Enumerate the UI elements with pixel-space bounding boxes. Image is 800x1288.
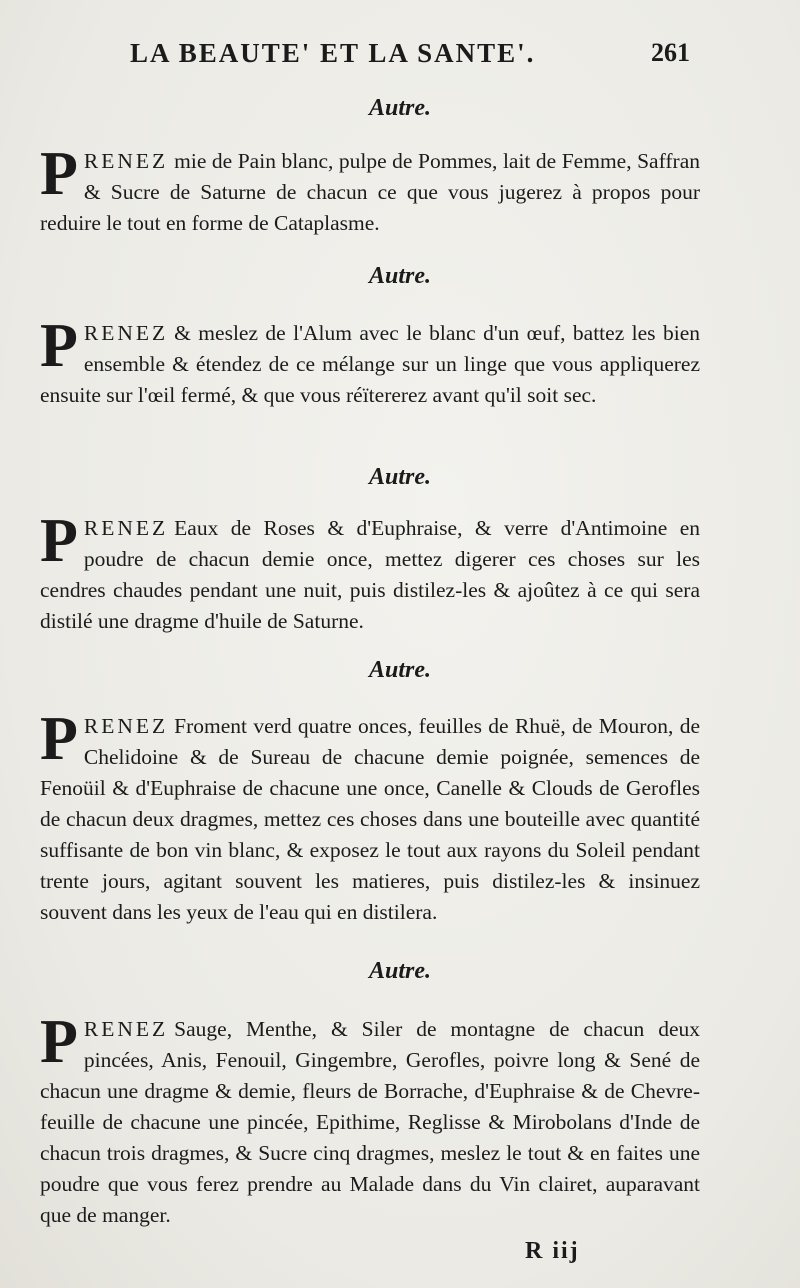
page-number: 261 [651,38,690,67]
running-title: LA BEAUTE' ET LA SANTE'. [130,38,536,68]
lead-word: RENEZ [83,1017,169,1041]
paragraph-text: mie de Pain blanc, pulpe de Pommes, lait de Femme, Saffran & Sucre de Saturne de chacun ce que vous jugerez à propos pour reduire le tout en forme de Cataplasme. [40,149,700,235]
recipe-paragraph [40,507,700,637]
section-heading: Autre. [368,464,431,490]
drop-cap: P [40,140,78,208]
recipe-paragraph [40,140,700,239]
drop-cap: P [40,312,78,380]
section-heading: Autre. [368,95,431,121]
recipe-paragraph [40,312,700,411]
paragraph-text: Eaux de Roses & d'Euphraise, & verre d'Antimoine en poudre de chacun demie once, mettez digerer ces choses sur les cendres chaudes pendant une nuit, puis distilez-les & ajoûtez à ce qui sera distilé une dragme d'huile de Saturne. [40,516,700,633]
section-heading: Autre. [368,263,431,289]
recipe-paragraph [40,1008,700,1231]
drop-cap: P [40,507,78,575]
lead-word: RENEZ [83,321,169,345]
recipe-paragraph [40,705,700,928]
page-header [130,38,690,78]
section-heading: Autre. [368,958,431,984]
lead-word: RENEZ [83,714,169,738]
paragraph-text: Froment verd quatre onces, feuilles de Rhuë, de Mouron, de Chelidoine & de Sureau de chacune demie poignée, semences de Fenoüil & d'Euphraise de chacune une once, Canelle & Clouds de Gerofles de chacun deux dragmes, mettez ces choses dans une bouteille avec quantité suffisante de bon vin blanc, & exposez le tout aux rayons du Soleil pendant trente jours, agitant souvent les matieres, puis distilez-les & insinuez souvent dans les yeux de l'eau qui en distilera. [40,714,700,924]
lead-word: RENEZ [83,149,169,173]
drop-cap: P [40,1008,78,1076]
paragraph-text: Sauge, Menthe, & Siler de montagne de chacun deux pincées, Anis, Fenouil, Gingembre, Gerofles, poivre long & Sené de chacun une dragme & demie, fleurs de Borrache, d'Euphraise & de Chevre-feuille de chacune une pincée, Epithime, Reglisse & Mirobolans d'Inde de chacun trois dragmes, & Sucre cinq dragmes, meslez le tout & en faites une poudre que vous ferez prendre au Malade dans du Vin clairet, auparavant que de manger. [40,1017,700,1227]
paragraph-text: & meslez de l'Alum avec le blanc d'un œuf, battez les bien ensemble & étendez de ce mélange sur un linge que vous appliquerez ensuite sur l'œil fermé, & que vous réïtererez avant qu'il soit sec. [40,321,700,407]
drop-cap: P [40,705,78,773]
signature-mark: R iij [525,1238,580,1264]
section-heading: Autre. [368,657,431,683]
lead-word: RENEZ [83,516,169,540]
